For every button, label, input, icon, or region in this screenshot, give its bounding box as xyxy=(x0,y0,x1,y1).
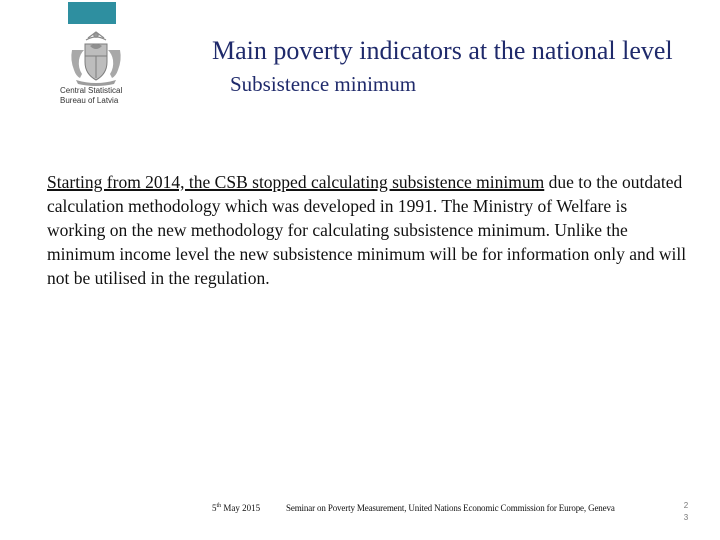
page-number-line-2: 3 xyxy=(683,513,689,522)
logo-caption xyxy=(60,86,122,106)
body-text: due to the outdated calculation methodology which was developed in 1991. The Ministry of Welfare is working on the new methodology for calculating subsistence minimum. Unlike the minimum income level the new subsistence minimum will be for information only and will not be utilised in the regulation. xyxy=(47,172,687,288)
logo-line-1: Central Statistical xyxy=(60,86,123,95)
footer-date-suffix: th xyxy=(216,503,222,509)
footer-date-day: 5 xyxy=(212,503,217,513)
footer-date xyxy=(212,503,260,513)
accent-block xyxy=(68,2,116,24)
body-underlined-text: Starting from 2014, the CSB stopped calculating subsistence minimum xyxy=(47,172,545,192)
footer-date-rest: May 2015 xyxy=(221,503,261,513)
slide-title: Main poverty indicators at the national level xyxy=(212,36,673,65)
footer-seminar: Seminar on Poverty Measurement, United Nations Economic Commission for Europe, Geneva xyxy=(286,503,615,513)
page-number xyxy=(681,500,691,524)
coat-of-arms-icon xyxy=(66,30,126,86)
csb-logo xyxy=(54,30,138,110)
logo-line-2: Bureau of Latvia xyxy=(60,96,119,105)
body-paragraph xyxy=(47,170,687,290)
slide-subtitle: Subsistence minimum xyxy=(230,72,417,96)
page-number-line-1: 2 xyxy=(683,501,689,510)
